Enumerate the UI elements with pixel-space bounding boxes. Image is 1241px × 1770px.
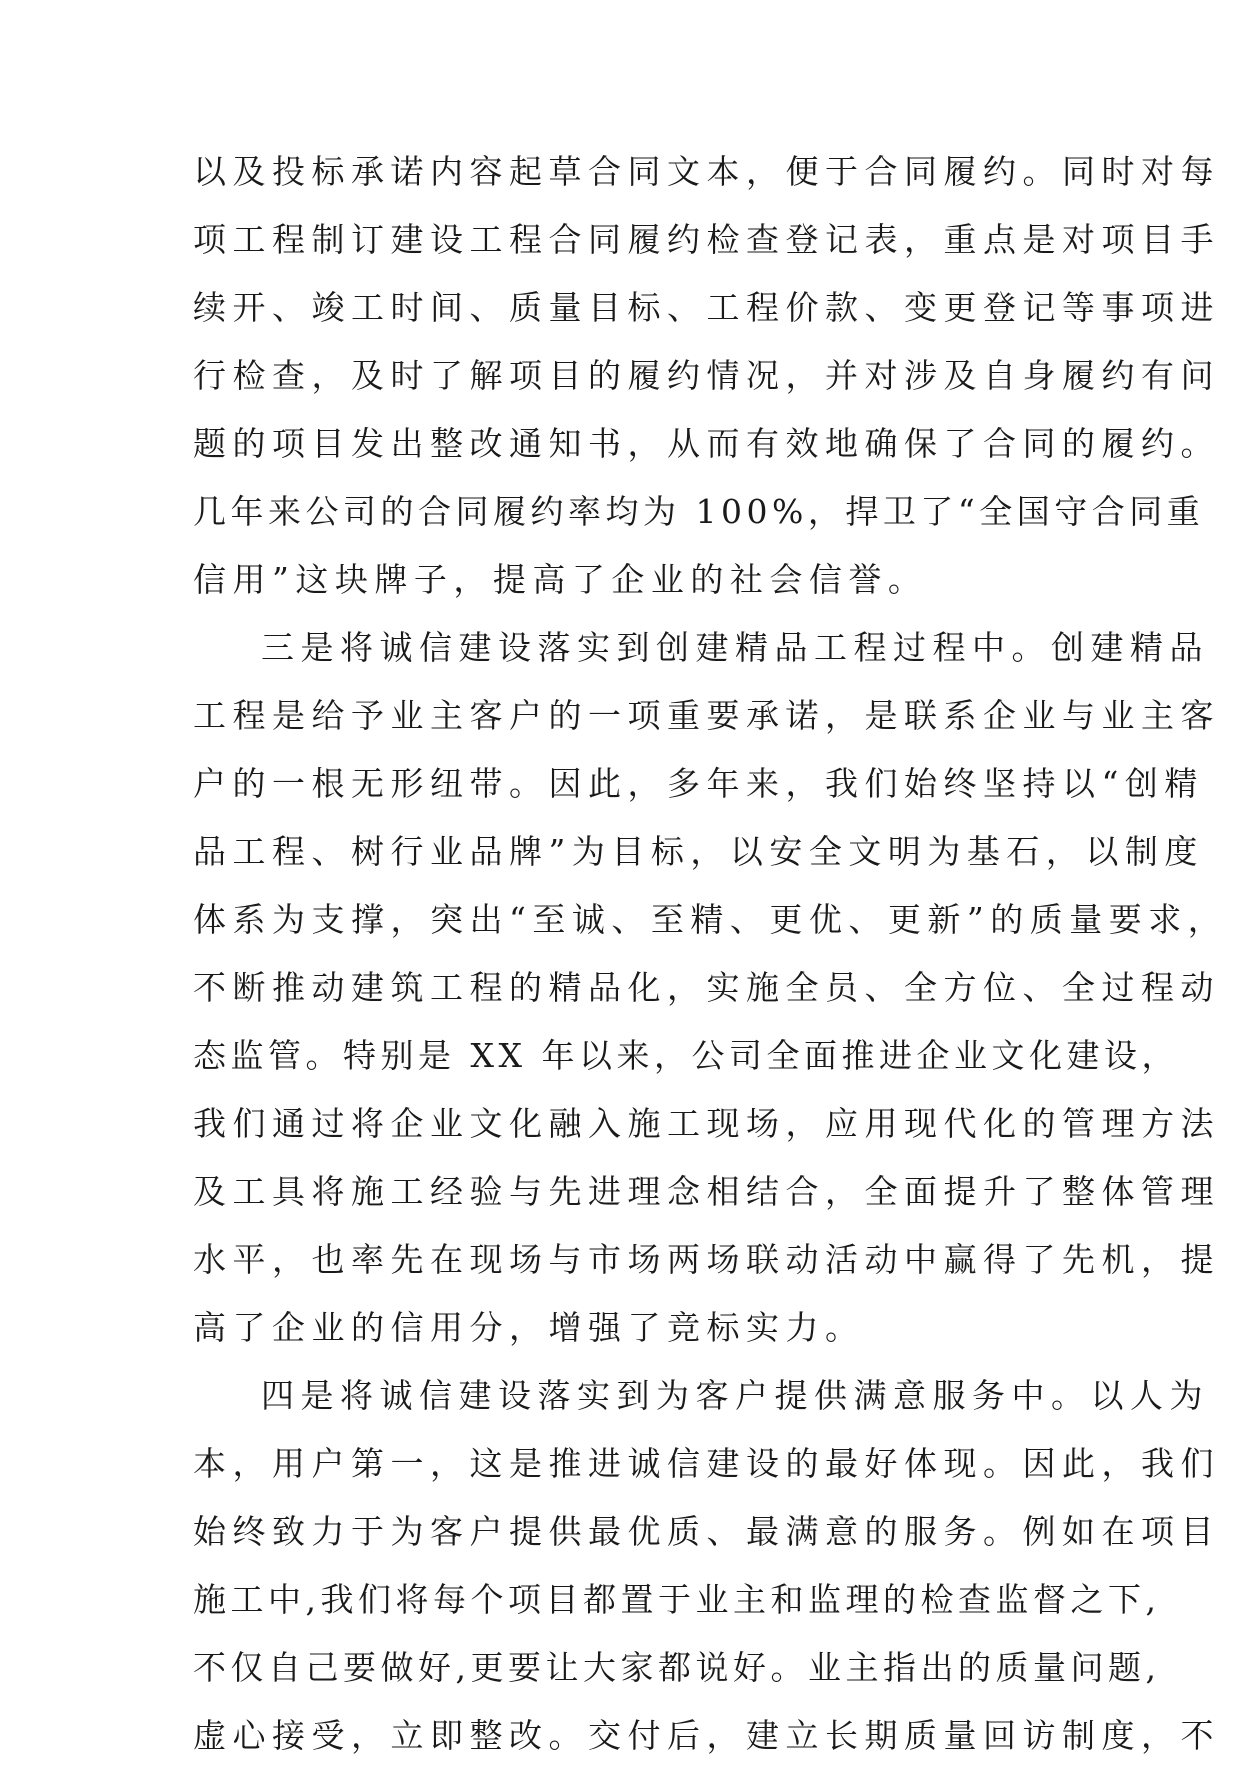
text-line: 本，用户第一，这是推进诚信建设的最好体现。因此，我们 (193, 1444, 1220, 1483)
text-line: 项工程制订建设工程合同履约检查登记表，重点是对项目手 (193, 220, 1220, 259)
text-line: 题的项目发出整改通知书，从而有效地确保了合同的履约。 (193, 424, 1220, 463)
text-line: 续开、竣工时间、质量目标、工程价款、变更登记等事项进 (193, 288, 1220, 327)
text-line: 虚心接受，立即整改。交付后，建立长期质量回访制度，不 (193, 1716, 1220, 1755)
text-line: 不断推动建筑工程的精品化，实施全员、全方位、全过程动 (193, 968, 1220, 1007)
text-line: 水平，也率先在现场与市场两场联动活动中赢得了先机，提 (193, 1240, 1220, 1279)
text-line: 态监管。特别是 XX 年以来，公司全面推进企业文化建设， (193, 1036, 1179, 1075)
paragraph-start-line: 三是将诚信建设落实到创建精品工程过程中。创建精品 (261, 628, 1209, 667)
text-line: 体系为支撑，突出“至诚、至精、更优、更新”的质量要求， (193, 900, 1228, 939)
text-line: 我们通过将企业文化融入施工现场，应用现代化的管理方法 (193, 1104, 1220, 1143)
text-line: 户的一根无形纽带。因此，多年来，我们始终坚持以“创精 (193, 764, 1204, 803)
text-line: 不仅自己要做好,更要让大家都说好。业主指出的质量问题, (193, 1648, 1161, 1687)
text-line: 高了企业的信用分，增强了竞标实力。 (193, 1308, 865, 1347)
text-line: 施工中,我们将每个项目都置于业主和监理的检查监督之下, (193, 1580, 1161, 1619)
text-line: 几年来公司的合同履约率均为 100%，捍卫了“全国守合同重 (193, 492, 1205, 531)
paragraph-start-line: 四是将诚信建设落实到为客户提供满意服务中。以人为 (261, 1376, 1209, 1415)
text-line: 行检查，及时了解项目的履约情况，并对涉及自身履约有问 (193, 356, 1220, 395)
text-line: 工程是给予业主客户的一项重要承诺，是联系企业与业主客 (193, 696, 1220, 735)
text-line: 品工程、树行业品牌”为目标，以安全文明为基石，以制度 (193, 832, 1204, 871)
text-line: 信用”这块牌子，提高了企业的社会信誉。 (193, 560, 928, 599)
text-line: 始终致力于为客户提供最优质、最满意的服务。例如在项目 (193, 1512, 1220, 1551)
text-line: 以及投标承诺内容起草合同文本，便于合同履约。同时对每 (193, 152, 1220, 191)
body-text (193, 138, 1228, 1770)
text-line: 及工具将施工经验与先进理念相结合，全面提升了整体管理 (193, 1172, 1220, 1211)
